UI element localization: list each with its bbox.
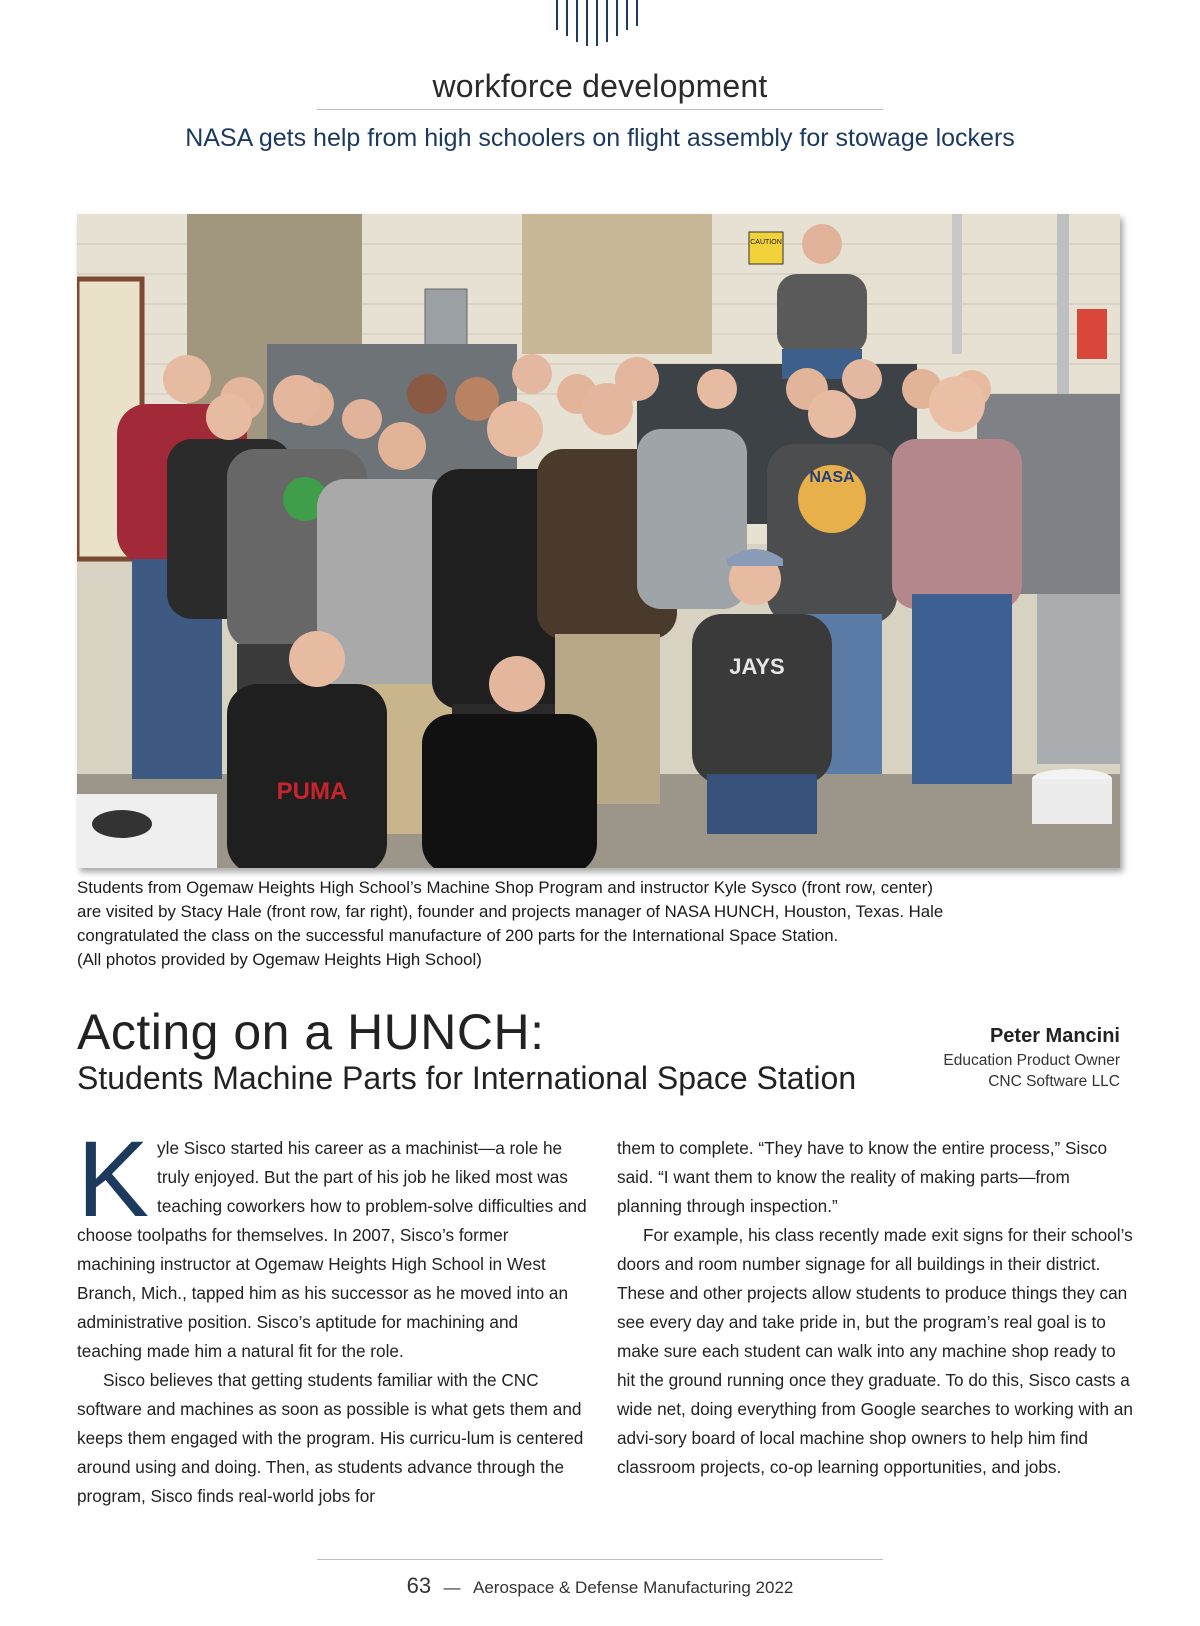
author-role: Education Product Owner: [943, 1052, 1120, 1069]
article-paragraph: Sisco believes that getting students familiar with the CNC software and machines as soon as possible is what gets them and keeps them engaged with the program. His curricu-lum is centered around using and doing. Then, as students advance through the program, Sisco finds real-world jobs for: [77, 1370, 584, 1506]
publication-name: Aerospace & Defense Manufacturing 2022: [473, 1578, 794, 1597]
page-footer: [0, 1573, 1200, 1599]
nasa-shirt-text: NASA: [809, 469, 855, 486]
article-column-right: [617, 1134, 1137, 1482]
footer-divider: [317, 1559, 883, 1560]
caption-line: congratulated the class on the successful manufacture of 200 parts for the International Space Station.: [77, 926, 839, 945]
paragraph-text: yle Sisco started his career as a machinist—a role he truly enjoyed. But the part of his job he liked most was teaching coworkers how to problem-solve difficulties and choose toolpaths for themselves. In 2007, Sisco’s former machining instructor at Ogemaw Heights High School in West Branch, Mich., tapped him as his successor as he moved into an administrative position. Sisco’s aptitude for machining and teaching made him a natural fit for the role.: [77, 1138, 587, 1361]
author-byline: [943, 1022, 1120, 1092]
group-photo-illustration: [77, 214, 1120, 868]
hoodie-text: JAYS: [729, 654, 785, 679]
section-divider: [317, 109, 883, 110]
footer-separator: —: [443, 1578, 461, 1597]
article-paragraph: For example, his class recently made exit signs for their school’s doors and room number signage for all buildings in their district. These and other projects allow students to produce things they can see every day and take pride in, but the program’s real goal is to make sure each student can walk into any machine shop ready to hit the ground running once they graduate. To do this, Sisco casts a wide net, doing everything from Google searches to working with an advi-sory board of local machine shop owners to help him find classroom projects, co-op learning opportunities, and jobs.: [617, 1225, 1133, 1477]
caption-line: Students from Ogemaw Heights High School’s Machine Shop Program and instructor Kyle Sysco (front row, center): [77, 878, 933, 897]
article-column-left: [77, 1118, 587, 1511]
puma-text: PUMA: [276, 778, 348, 805]
article-title: Acting on a HUNCH:: [77, 1004, 545, 1060]
section-label: workforce development: [432, 68, 768, 104]
caption-line: (All photos provided by Ogemaw Heights High School): [77, 950, 482, 969]
author-name: Peter Mancini: [989, 1025, 1120, 1047]
header-ornament-lines: [555, 0, 639, 46]
article-paragraph: them to complete. “They have to know the entire process,” Sisco said. “I want them to know the reality of making parts—from planning through inspection.”: [617, 1138, 1108, 1216]
drop-cap: K: [77, 1118, 150, 1239]
article-subtitle: Students Machine Parts for International Space Station: [77, 1060, 857, 1096]
caution-sign-text: CAUTION: [750, 239, 782, 246]
author-company: CNC Software LLC: [988, 1073, 1120, 1090]
article-paragraph: [77, 1118, 587, 1366]
photo-caption: [77, 876, 1137, 972]
page-number: 63: [406, 1573, 432, 1598]
article-deck: NASA gets help from high schoolers on flight assembly for stowage lockers: [185, 124, 1015, 152]
group-photo: [77, 214, 1120, 868]
caption-line: are visited by Stacy Hale (front row, far right), founder and projects manager of NASA HUNCH, Houston, Texas. Hale: [77, 902, 944, 921]
